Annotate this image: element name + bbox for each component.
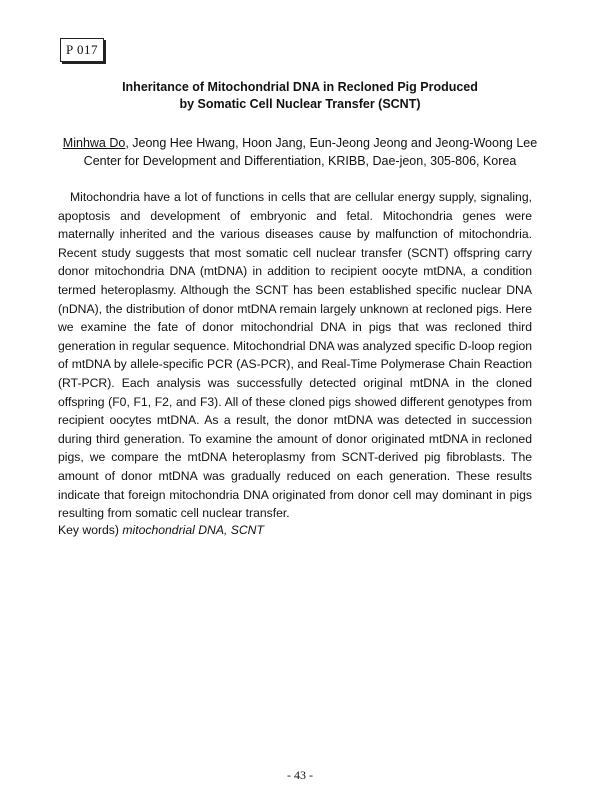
paper-title: [0, 79, 600, 113]
affiliation: Center for Development and Differentiation, KRIBB, Dae-jeon, 305-806, Korea: [83, 154, 517, 168]
co-authors: , Jeong Hee Hwang, Hoon Jang, Eun-Jeong Jeong and Jeong-Woong Lee: [125, 136, 538, 150]
title-line-1: Inheritance of Mitochondrial DNA in Recloned Pig Produced: [122, 80, 478, 94]
poster-id-box: P 017: [60, 38, 104, 62]
keywords: [58, 521, 264, 539]
author-list: [0, 134, 600, 152]
abstract-body: Mitochondria have a lot of functions in cells that are cellular energy supply, signaling, apoptosis and development of embryonic and fetal. Mitochondria genes were maternally inherited and the various diseases cause by malfunction of mitochondria. Recent study suggests that most somatic cell nuclear transfer (SCNT) offspring carry donor mitochondria DNA (mtDNA) in addition to recipient oocyte mtDNA, a condition termed heteroplasmy. Although the SCNT has been established specific nuclear DNA (nDNA), the distribution of donor mtDNA remain largely unknown at recloned pigs. Here we examine the fate of donor mitochondrial DNA in pigs that was recloned third generation in regular sequence. Mitochondrial DNA was analyzed specific D-loop region of mtDNA by allele-specific PCR (AS-PCR), and Real-Time Polymerase Chain Reaction (RT-PCR). Each analysis was successfully detected original mtDNA in the cloned offspring (F0, F1, F2, and F3). All of these cloned pigs showed different genotypes from recipient oocytes mtDNA. As a result, the donor mtDNA was detected in succession during third generation. To examine the amount of donor originated mtDNA in recloned pigs, we compare the mtDNA heteroplasmy from SCNT-derived pig fibroblasts. The amount of donor mtDNA was gradually reduced on each generation. These results indicate that foreign mitochondria DNA originated from donor cell may dominant in pigs resulting from somatic cell nuclear transfer.: [58, 190, 532, 521]
title-line-2: by Somatic Cell Nuclear Transfer (SCNT): [179, 97, 421, 111]
page-number: - 43 -: [287, 768, 313, 782]
presenting-author: Minhwa Do: [62, 136, 126, 150]
keywords-label: Key words): [58, 523, 123, 537]
keywords-terms: mitochondrial DNA, SCNT: [122, 523, 264, 537]
